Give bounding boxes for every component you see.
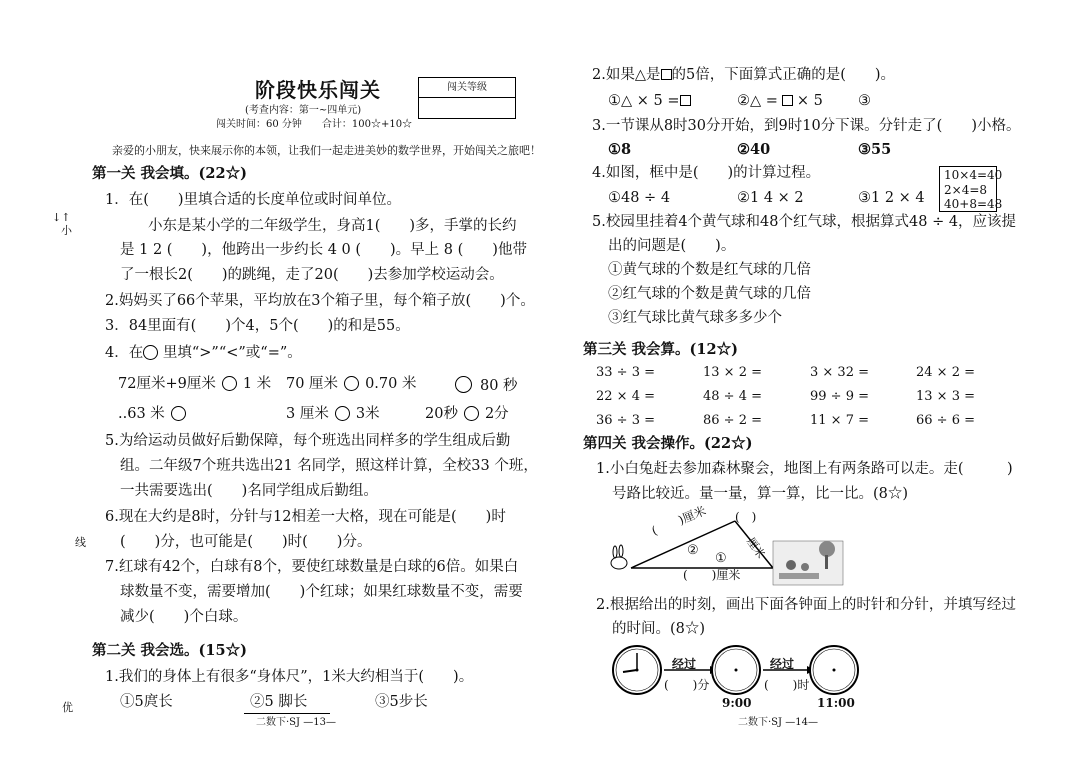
calculation-box	[939, 166, 1003, 212]
question-1-prompt: 1．在( )里填合适的长度单位或时间单位。	[105, 192, 402, 208]
calc-line: 40+8=48	[944, 197, 1003, 211]
forest-party-icon	[773, 541, 843, 585]
question-2: 2.妈妈买了66个苹果，平均放在3个箱子里，每个箱子放( )个。	[105, 293, 535, 309]
q4-expr: 72厘米+9厘米	[118, 376, 216, 392]
s2-question-1: 1.我们的身体上有很多“身体尺”，1米大约相当于( )。	[105, 669, 474, 685]
s2-q2-option-3[interactable]: ③	[858, 93, 871, 109]
q4-expr: 80 秒	[480, 378, 518, 394]
s2-question-5-line-1: 5.校园里挂着4个黄气球和48个红气球，根据算式48 ÷ 4，应该提	[592, 214, 1017, 230]
q4-row-1-item-3	[455, 376, 518, 394]
margin-char: 小	[61, 224, 72, 237]
calc-cell[interactable]: 36 ÷ 3 =	[596, 413, 655, 428]
q4-expr: 0.70 米	[365, 376, 417, 392]
question-5-line-1: 5.为给运动员做好后勤保障，每个班选出同样多的学生组成后勤	[105, 433, 511, 449]
question-5-line-3: 一共需要选出( )名同学组成后勤组。	[120, 483, 378, 499]
clocks-figure	[612, 645, 862, 697]
left-footer: 二数下·SJ —13—	[256, 717, 336, 728]
intro-text: 亲爱的小朋友，快来展示你的本领，让我们一起走进美妙的数学世界，开始闯关之旅吧！	[112, 144, 541, 157]
section-1-title: 第一关 我会填。(22☆)	[92, 165, 247, 182]
s2q2-opt2-text: ②△ =	[737, 93, 778, 109]
calc-cell[interactable]: 33 ÷ 3 =	[596, 365, 655, 380]
clock-time-label: 9:00	[722, 696, 752, 710]
route-2-marker: ②	[687, 543, 699, 558]
calc-line: 10×4=40	[944, 168, 1003, 182]
margin-mark: ↓↑	[52, 211, 71, 224]
s2-q5-option-1[interactable]: ①黄气球的个数是红气球的几倍	[608, 262, 811, 278]
square-icon	[661, 69, 672, 80]
s2-q3-option-3[interactable]: ③55	[858, 141, 892, 158]
calc-cell[interactable]: 24 × 2 =	[916, 365, 975, 380]
s2-q4-option-3[interactable]: ③1 2 × 4	[858, 190, 925, 206]
q4-row-2-item-3	[425, 406, 509, 422]
q4-expr: 70 厘米	[286, 376, 339, 392]
clock-1[interactable]	[613, 646, 661, 694]
q4-row-2-item-1	[118, 406, 186, 422]
route-2b-paren[interactable]: ( )	[735, 510, 757, 524]
q4-expr: 3 厘米	[286, 406, 329, 422]
question-6-line-2: ( )分，也可能是( )时( )分。	[120, 534, 372, 550]
calc-cell[interactable]: 66 ÷ 6 =	[916, 413, 975, 428]
underline-divider	[244, 713, 330, 714]
clock-time-label: 11:00	[817, 696, 855, 710]
s2-q5-option-2[interactable]: ②红气球的个数是黄气球的几倍	[608, 286, 811, 302]
question-4-prompt	[105, 345, 302, 361]
calc-cell[interactable]: 13 × 2 =	[703, 365, 762, 380]
margin-char: 线	[75, 536, 86, 549]
s2-q5-option-3[interactable]: ③红气球比黄气球多多少个	[608, 310, 782, 326]
question-7-line-2: 球数量不变，需要增加( )个红球；如果红球数量不变，需要	[120, 584, 523, 600]
route-2b-unit: 厘米	[744, 535, 768, 561]
s2-question-4: 4.如图，框中是( )的计算过程。	[592, 165, 821, 181]
s2-q3-option-2[interactable]: ②40	[737, 141, 771, 158]
right-footer: 二数下·SJ —14—	[738, 717, 818, 728]
calc-cell[interactable]: 22 × 4 =	[596, 389, 655, 404]
s2-q2-option-2[interactable]	[737, 94, 823, 109]
compare-circle[interactable]	[344, 376, 359, 391]
rabbit-icon	[611, 545, 627, 569]
s2q2-opt1-text: ①△ × 5 =	[608, 93, 680, 109]
section-4-title: 第四关 我会操作。(22☆)	[583, 435, 753, 452]
s2-q3-option-1[interactable]: ①8	[608, 141, 632, 158]
calc-line: 2×4=8	[944, 182, 988, 197]
question-1-line-2: 是 1 2 ( )，他跨出一步约长 4 0 ( )。早上 8 ( )他带	[120, 242, 527, 258]
s2-question-2	[592, 68, 895, 83]
square-icon	[680, 95, 691, 106]
question-7-line-3: 减少( )个白球。	[120, 609, 248, 625]
calc-cell[interactable]: 48 ÷ 4 =	[703, 389, 762, 404]
section-3-title: 第三关 我会算。(12☆)	[583, 341, 738, 358]
s4-question-1-line-2: 号路比较近。量一量，算一算，比一比。(8☆)	[612, 486, 909, 502]
compare-circle[interactable]	[171, 406, 186, 421]
s2-q1-option-2[interactable]: ②5 脚长	[250, 694, 308, 710]
q4-row-1-item-2	[286, 376, 416, 392]
question-4-instruction: 里填“>”“<”或“=”。	[162, 345, 302, 361]
calc-cell[interactable]: 3 × 32 =	[810, 365, 869, 380]
clock-pass-label: 经过	[770, 657, 795, 671]
question-3: 3．84里面有( )个4，5个( )的和是55。	[105, 318, 410, 334]
s2q2-lead: 2.如果△是	[592, 67, 661, 83]
clock-2[interactable]	[712, 646, 760, 694]
s2q2-rest: 的5倍，下面算式正确的是( )。	[671, 67, 896, 83]
question-6-line-1: 6.现在大约是8时，分针与12相差一大格，现在可能是( )时	[105, 509, 506, 525]
s2-q1-option-3[interactable]: ③5步长	[375, 694, 428, 710]
time-score: 闯关时间：60 分钟 合计：100☆+10☆	[216, 119, 413, 130]
circle-blank-icon	[143, 345, 158, 360]
compare-circle[interactable]	[222, 376, 237, 391]
q4-row-2-item-2	[286, 406, 380, 422]
margin-char: 优	[62, 701, 73, 714]
calc-cell[interactable]: 11 × 7 =	[810, 413, 869, 428]
s4-question-2-line-2: 的时间。(8☆)	[612, 621, 706, 637]
q4-expr: ..63 米	[118, 406, 165, 422]
q4-expr: 3米	[355, 406, 380, 422]
compare-circle[interactable]	[455, 376, 472, 393]
compare-circle[interactable]	[464, 406, 479, 421]
s4-question-1-line-1: 1.小白兔赶去参加森林聚会，地图上有两条路可以走。走( )	[596, 461, 1013, 477]
s2-q1-option-1[interactable]: ①5庹长	[120, 694, 173, 710]
route-1-marker: ①	[715, 551, 727, 566]
q4-expr: 1 米	[242, 376, 272, 392]
s2q2-opt2-tail: × 5	[796, 93, 823, 109]
calc-cell[interactable]: 99 ÷ 9 =	[810, 389, 869, 404]
question-4-lead: 4．在	[105, 345, 144, 361]
clock-gap-2[interactable]: ( )时	[764, 678, 810, 692]
route-1-length-label[interactable]: ( )厘米	[683, 568, 741, 582]
q4-row-1-item-1	[118, 376, 271, 392]
s2-question-3: 3.一节课从8时30分开始，到9时10分下课。分针走了( )小格。	[592, 118, 1021, 134]
route-2-length-label[interactable]: ( )厘米	[649, 503, 709, 539]
s2-q4-option-2[interactable]: ②1 4 × 2	[737, 190, 804, 206]
question-1-line-3: 了一根长2( )的跳绳，走了20( )去参加学校运动会。	[120, 267, 504, 283]
section-2-title: 第二关 我会选。(15☆)	[92, 642, 247, 659]
clock-pass-label: 经过	[672, 657, 697, 671]
grade-box-label: 闯关等级	[419, 78, 515, 98]
q4-expr: 2分	[484, 406, 509, 422]
q4-expr: 20秒	[425, 406, 458, 422]
s2-q4-option-1[interactable]: ①48 ÷ 4	[608, 190, 671, 206]
question-5-line-2: 组。二年级7个班共选出21 名同学，照这样计算，全校33 个班，	[120, 458, 538, 474]
clock-3[interactable]	[810, 646, 858, 694]
page-title: 阶段快乐闯关	[255, 78, 381, 102]
question-1-line-1: 小东是某小学的二年级学生，身高1( )多，手掌的长约	[148, 218, 517, 234]
s4-question-2-line-1: 2.根据给出的时刻，画出下面各钟面上的时针和分针，并填写经过	[596, 597, 1016, 613]
clock-gap-1[interactable]: ( )分	[664, 678, 710, 692]
square-icon	[782, 95, 793, 106]
calc-cell[interactable]: 13 × 3 =	[916, 389, 975, 404]
grade-box[interactable]	[418, 77, 516, 119]
s2-q2-option-1[interactable]	[608, 94, 691, 109]
exam-scope: (考查内容：第一~四单元)	[245, 105, 362, 116]
s2-question-5-line-2: 出的问题是( )。	[608, 238, 736, 254]
compare-circle[interactable]	[335, 406, 350, 421]
question-7-line-1: 7.红球有42个，白球有8个，要使红球数量是白球的6倍。如果白	[105, 559, 519, 575]
calc-cell[interactable]: 86 ÷ 2 =	[703, 413, 762, 428]
